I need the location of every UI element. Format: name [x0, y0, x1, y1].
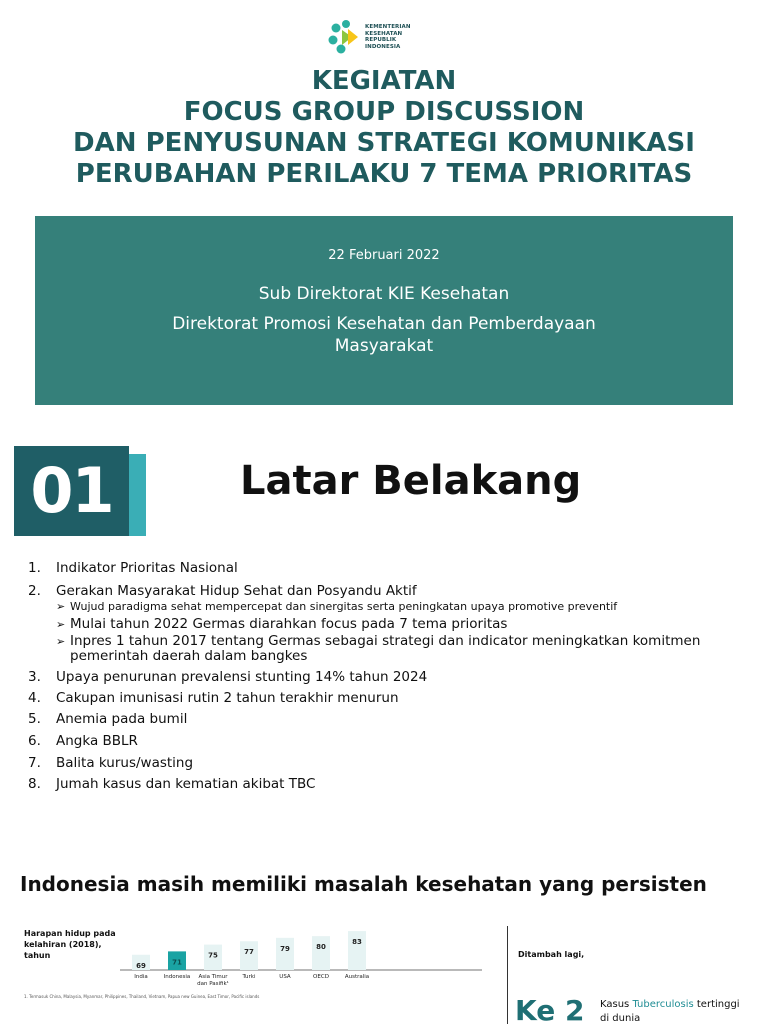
directorate-line: Masyarakat — [334, 336, 434, 356]
logo-petal — [342, 20, 350, 28]
chart-category-label: Asia Timur — [198, 974, 228, 980]
arrow-bullet-icon: ➢ — [56, 635, 66, 648]
list-item: 7. Balita kurus/wasting — [28, 755, 194, 771]
life-expectancy-chart — [120, 918, 490, 990]
tb-caption: Kasus Tuberculosis tertinggi di dunia — [600, 999, 740, 1024]
title-line: DAN PENYUSUNAN STRATEGI KOMUNIKASI — [73, 128, 695, 158]
arrow-bullet-icon: ➢ — [56, 618, 66, 631]
chart-label: Harapan hidup pada kelahiran (2018), tahun — [24, 929, 116, 960]
directorate-line: Direktorat Promosi Kesehatan dan Pemberdayaan — [172, 314, 596, 334]
list-subitem-continuation: pemerintah daerah dalam bangkes — [70, 648, 308, 664]
chart-footnote: 1. Termasuk China, Malaysia, Myanmar, Philippines, Thailand, Vietnam, Papua new Guinea, East Timor, Pacific islands — [24, 994, 260, 999]
title-line: PERUBAHAN PERILAKU 7 TEMA PRIORITAS — [75, 159, 693, 189]
section-number: 01 — [14, 446, 129, 536]
chart-category-label: USA — [279, 974, 291, 980]
info-box — [35, 216, 733, 405]
chart-value-label: 71 — [172, 958, 182, 967]
chart-category-label: India — [134, 974, 148, 980]
list-item: 1. Indikator Prioritas Nasional — [28, 560, 238, 576]
chart-category-label: Australia — [344, 974, 370, 980]
title-line: KEGIATAN — [311, 66, 457, 96]
chart-bar — [312, 936, 330, 970]
tb-highlight: Tuberculosis — [632, 999, 694, 1010]
chart-category-label: Indonesia — [163, 974, 191, 980]
page-title — [0, 66, 768, 190]
chart-category-label: Turki — [242, 974, 256, 980]
title-line: FOCUS GROUP DISCUSSION — [183, 97, 585, 127]
chart-value-label: 75 — [208, 951, 218, 960]
logo-line: KESEHATAN — [365, 30, 403, 37]
logo-line: INDONESIA — [365, 43, 401, 50]
chart-value-label: 79 — [280, 944, 290, 953]
logo-petal — [329, 36, 338, 45]
list-item: 5. Anemia pada bumil — [28, 711, 188, 727]
arrow-bullet-icon: ➢ — [56, 600, 66, 613]
list-subitem: ➢ Wujud paradigma sehat mempercepat dan sinergitas serta peningkatan upaya promotive preventif — [56, 600, 618, 613]
logo-petal — [337, 45, 346, 54]
logo-petal — [332, 24, 341, 33]
logo-leaf — [348, 29, 358, 45]
list-subitem: ➢ Inpres 1 tahun 2017 tentang Germas sebagai strategi dan indicator meningkatkan komitmen — [56, 633, 701, 649]
chart-value-label: 77 — [244, 948, 254, 957]
logo-line: REPUBLIK — [365, 37, 397, 43]
list-item: 8. Jumah kasus dan kematian akibat TBC — [28, 776, 316, 792]
event-date: 22 Februari 2022 — [328, 248, 440, 263]
organizer-subdirectorate: Sub Direktorat KIE Kesehatan — [258, 284, 510, 304]
list-item: 6. Angka BBLR — [28, 733, 138, 749]
chart-bar — [276, 938, 294, 970]
bottom-heading: Indonesia masih memiliki masalah kesehatan yang persisten — [20, 872, 707, 896]
vertical-divider — [507, 926, 508, 1024]
chart-value-label: 83 — [352, 938, 362, 947]
chart-category-label: OECD — [313, 974, 329, 980]
logo-text — [365, 24, 411, 50]
section-number-accent — [128, 454, 146, 536]
chart-value-label: 69 — [136, 961, 146, 970]
list-subitem: ➢ Mulai tahun 2022 Germas diarahkan focus pada 7 tema prioritas — [56, 616, 508, 632]
organizer-directorate — [35, 313, 733, 357]
chart-value-label: 80 — [316, 943, 326, 952]
side-note: Ditambah lagi, — [518, 950, 585, 959]
rank-label: Ke 2 — [515, 994, 585, 1027]
list-item: 2. Gerakan Masyarakat Hidup Sehat dan Posyandu Aktif — [28, 583, 417, 599]
logo-line: KEMENTERIAN — [365, 24, 411, 30]
chart-category-label: dan Pasifik¹ — [197, 981, 229, 987]
section-title: Latar Belakang — [240, 458, 582, 504]
chart-bar — [348, 931, 366, 970]
list-item: 3. Upaya penurunan prevalensi stunting 14% tahun 2024 — [28, 669, 428, 685]
list-item: 4. Cakupan imunisasi rutin 2 tahun terakhir menurun — [28, 690, 399, 706]
